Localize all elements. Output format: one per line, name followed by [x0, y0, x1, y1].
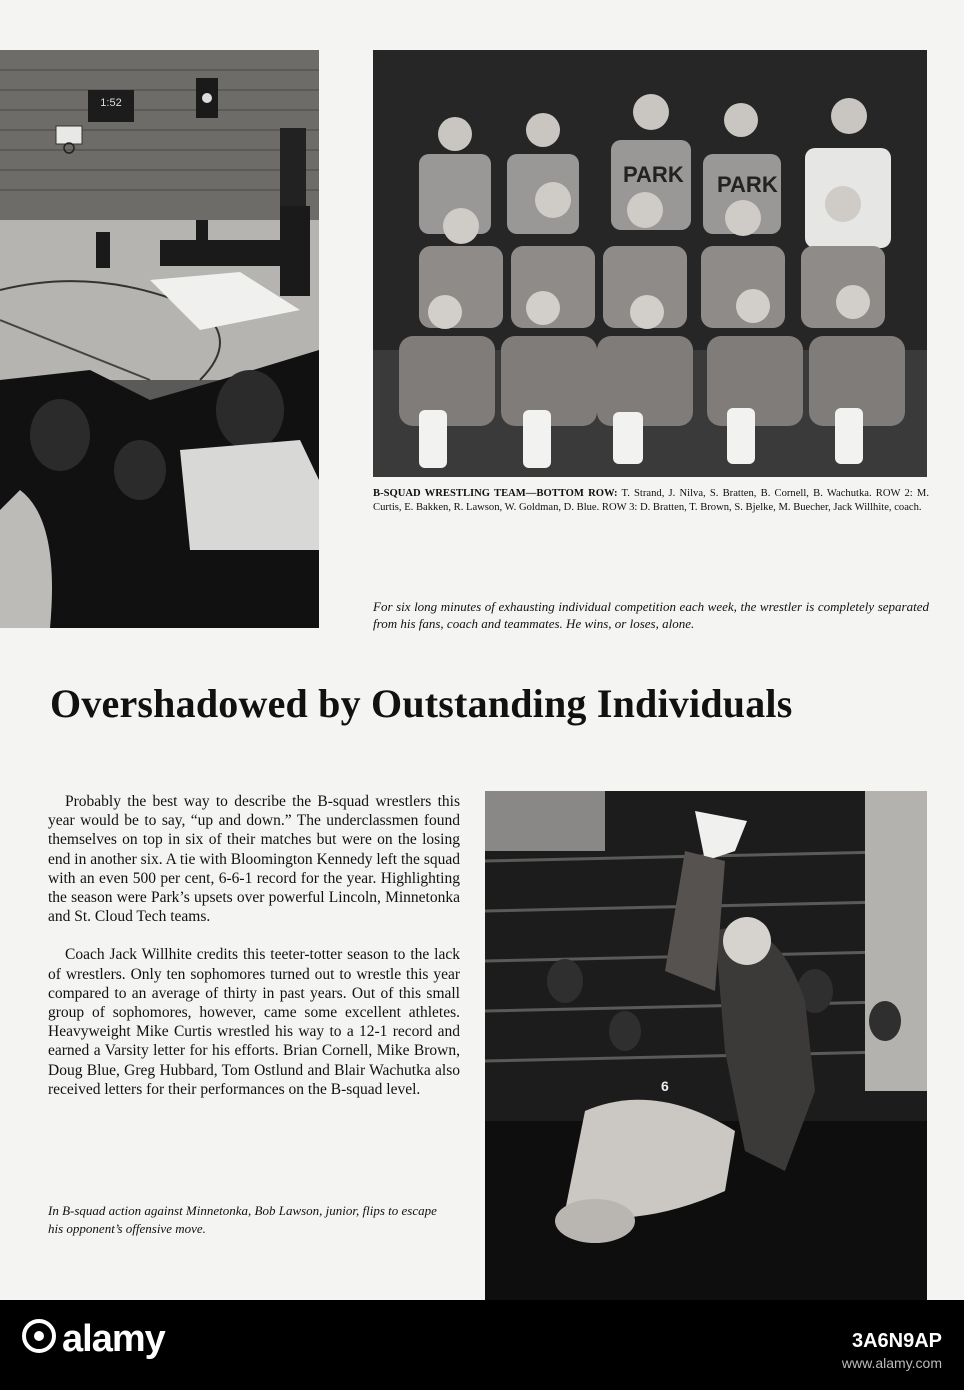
team-caption-text: T. Strand, J. Nilva, S. Bratten, B. Cornell, B. Wachutka. ROW 2: M. Curtis, E. Bakken, R. Lawson, W. Goldman, D. Blue. ROW 3: D. Bratten, T. Brown, S. Bjelke, M. Buecher, Jack Willhite, coach. [373, 488, 929, 513]
team-group-photo [373, 50, 927, 477]
gym-crowd-photo [0, 50, 319, 628]
team-caption-lead: B-SQUAD WRESTLING TEAM—BOTTOM ROW: [373, 488, 618, 499]
body-paragraph-1: Probably the best way to describe the B-squad wrestlers this year would be to say, “up and down.” The underclassmen found themselves on top in six of their matches but were on the losing end in another six. A tie with Bloomington Kennedy left the squad with an even 500 per cent, 6-6-1 record for the year. Highlighting the season were Park’s upsets over powerful Lincoln, Minnetonka and St. Cloud Tech teams. [48, 793, 460, 926]
match-photo-caption: In B-squad action against Minnetonka, Bob Lawson, junior, flips to escape his opponent’s offensive move. [48, 1203, 437, 1236]
alamy-logo-icon [22, 1319, 56, 1363]
wrestling-match-photo [485, 791, 927, 1300]
team-caption [373, 487, 929, 514]
jersey-text: PARK [623, 162, 684, 187]
jersey-text-2: PARK [717, 172, 778, 197]
scoreboard-time: 1:52 [100, 97, 122, 109]
page-headline: Overshadowed by Outstanding Individuals [50, 681, 793, 726]
article-body [48, 792, 460, 1118]
watermark-logo [22, 1318, 165, 1363]
watermark-bar [0, 1300, 964, 1390]
watermark-site: www.alamy.com [841, 1355, 942, 1371]
watermark-brand: alamy [62, 1318, 165, 1360]
watermark-image-id: 3A6N9AP [851, 1330, 942, 1352]
wrestler-number: 6 [661, 1078, 669, 1094]
wrestler-quote-caption: For six long minutes of exhausting individual competition each week, the wrestler is completely separated from his fans, coach and teammates. He wins, or loses, alone. [373, 599, 929, 631]
watermark-info [842, 1330, 942, 1371]
body-paragraph-2: Coach Jack Willhite credits this teeter-totter season to the lack of wrestlers. Only ten sophomores turned out to wrestle this year compared to an average of thirty in past years. Out of this small group of sophomores, however, came some excellent athletes. Heavyweight Mike Curtis wrestled his way to a 12-1 record and earned a Varsity letter for his efforts. Brian Cornell, Mike Brown, Doug Blue, Greg Hubbard, Tom Ostlund and Blair Wachutka also received letters for their performances on the B-squad level. [48, 946, 460, 1098]
